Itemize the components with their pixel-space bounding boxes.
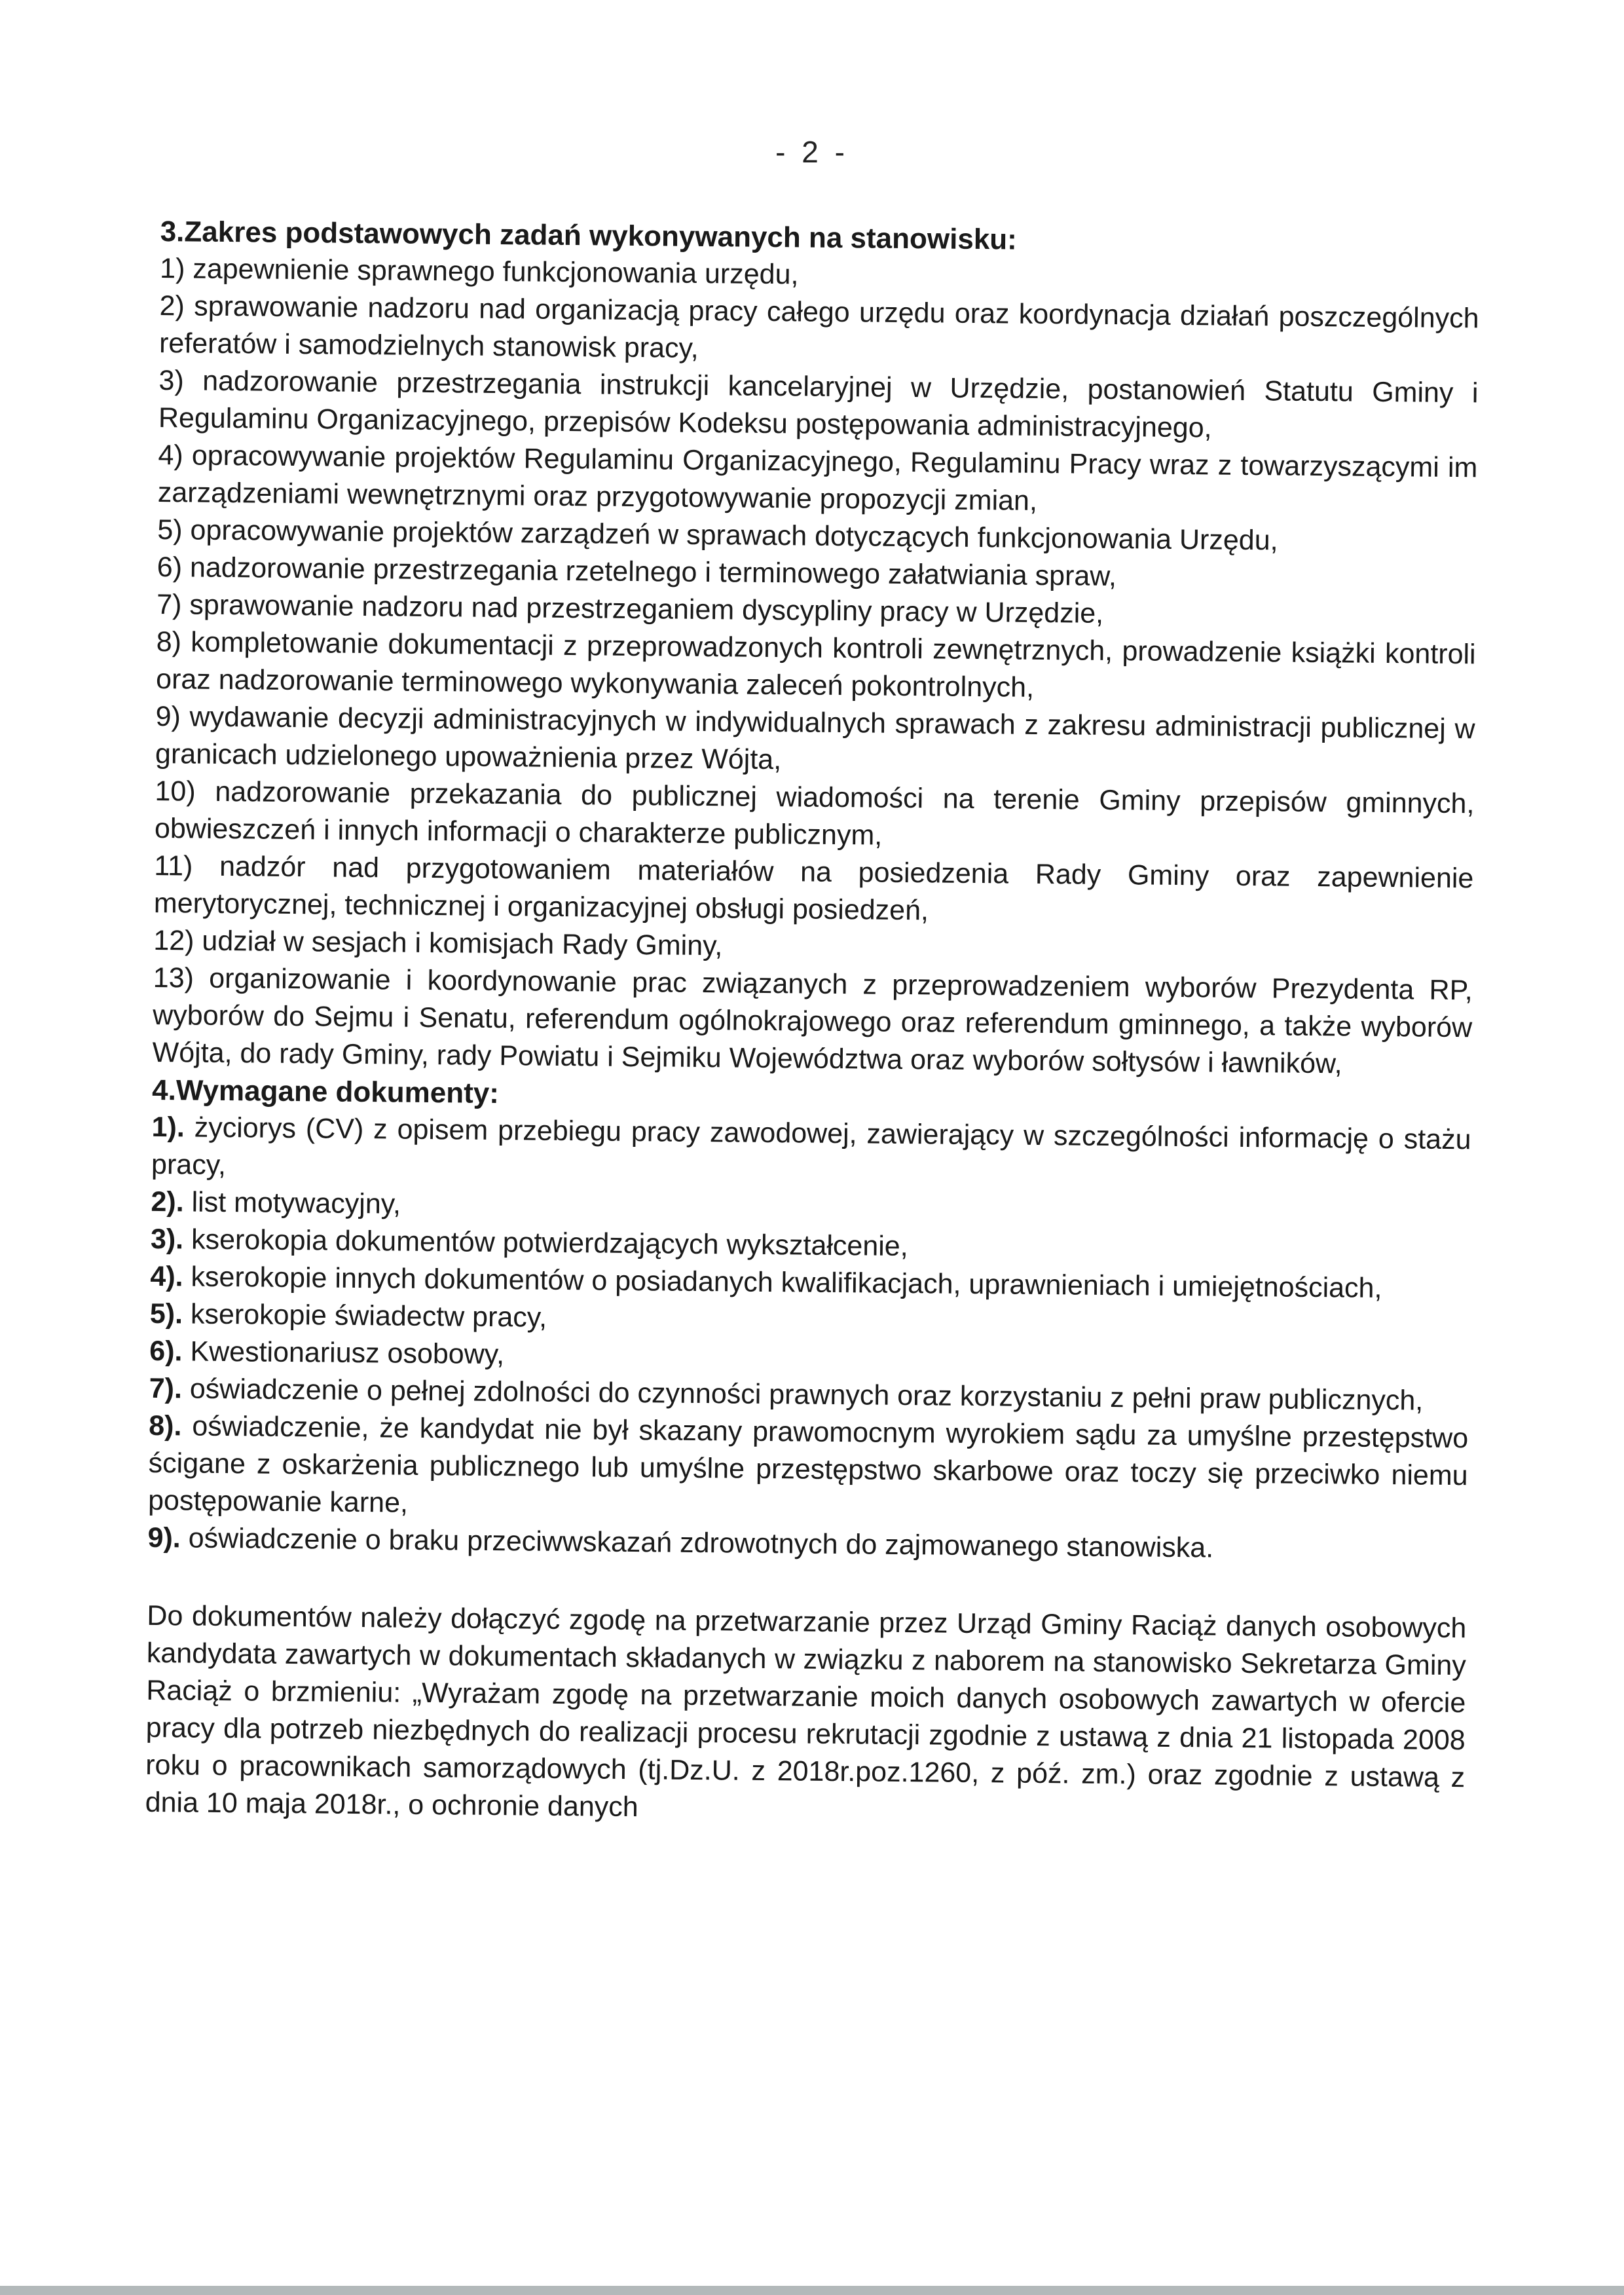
item-text: nadzorowanie przekazania do publicznej wiadomości na terenie Gminy przepisów gminnych, obwieszczeń i innych informacji o charakterze publicznym, (154, 775, 1475, 851)
item-number: 3) (158, 364, 185, 397)
item-text: kserokopie innych dokumentów o posiadanych kwalifikacjach, uprawnieniach i umiejętnościach, (191, 1261, 1382, 1304)
list-item (151, 1109, 1471, 1196)
item-number: 5) (157, 513, 183, 546)
item-number: 1) (159, 252, 185, 285)
item-text: nadzorowanie przestrzegania instrukcji kancelaryjnej w Urzędzie, postanowień Statutu Gminy i Regulaminu Organizacyjnego, przepisów Kodeksu postępowania administracyjnego, (158, 365, 1479, 444)
item-text: kserokopia dokumentów potwierdzających wykształcenie, (191, 1223, 908, 1263)
item-text: wydawanie decyzji administracyjnych w indywidualnych sprawach z zakresu administracji publicznej w granicach udzielonego upoważnienia przez Wójta, (155, 701, 1475, 776)
list-item (155, 773, 1475, 860)
list-item (152, 960, 1473, 1084)
list-item (154, 848, 1474, 935)
item-number: 13) (153, 961, 194, 994)
list-item (158, 437, 1478, 524)
list-item (148, 1408, 1469, 1532)
item-number: 2) (159, 289, 185, 322)
item-text: Kwestionariusz osobowy, (190, 1335, 505, 1371)
item-text: nadzorowanie przestrzegania rzetelnego i terminowego załatwiania spraw, (189, 551, 1117, 593)
item-number: 12) (153, 924, 194, 957)
list-item (156, 624, 1476, 711)
item-text: kompletowanie dokumentacji z przeprowadzonych kontroli zewnętrznych, prowadzenie książki kontroli oraz nadzorowanie terminowego wykonywania zaleceń pokontrolnych, (155, 626, 1476, 703)
section-heading-required-documents: 4.Wymagane dokumenty: (151, 1073, 500, 1110)
item-number: 10) (155, 775, 196, 808)
item-number: 3). (150, 1223, 184, 1256)
section-heading-duties: 3.Zakres podstawowych zadań wykonywanych na stanowisku: (160, 215, 1018, 256)
item-number: 1). (151, 1111, 185, 1144)
document-body (145, 213, 1479, 1834)
item-number: 11) (154, 849, 193, 882)
scan-edge-band (0, 2286, 1624, 2295)
item-text: nadzór nad przygotowaniem materiałów na posiedzenia Rady Gminy oraz zapewnienie merytorycznej, technicznej i organizacyjnej obsługi posiedzeń, (153, 850, 1474, 927)
item-number: 6) (157, 551, 183, 584)
item-text: oświadczenie, że kandydat nie był skazany prawomocnym wyrokiem sądu za umyślne przestępstwo ścigane z oskarżenia publicznego lub umyślne przestępstwo skarbowe oraz toczy się przeciwko niemu postępowanie karne, (147, 1410, 1469, 1519)
item-number: 9) (155, 700, 181, 733)
list-item (159, 288, 1479, 375)
item-number: 4). (150, 1260, 183, 1293)
item-number: 7). (149, 1372, 183, 1405)
item-number: 8). (148, 1409, 182, 1442)
item-number: 2). (151, 1185, 184, 1218)
item-text: opracowywanie projektów Regulaminu Organizacyjnego, Regulaminu Pracy wraz z towarzyszącymi im zarządzeniami wewnętrznymi oraz przygotowywanie propozycji zmian, (157, 439, 1478, 517)
item-text: udział w sesjach i komisjach Rady Gminy, (202, 925, 723, 962)
item-text: sprawowanie nadzoru nad przestrzeganiem dyscypliny pracy w Urzędzie, (189, 589, 1104, 629)
page-number: - 2 - (775, 135, 849, 169)
item-text: oświadczenie o pełnej zdolności do czynności prawnych oraz korzystaniu z pełni praw publicznych, (189, 1373, 1424, 1417)
item-text: opracowywanie projektów zarządzeń w sprawach dotyczących funkcjonowania Urzędu, (190, 514, 1278, 557)
consent-paragraph: Do dokumentów należy dołączyć zgodę na przetwarzanie przez Urząd Gminy Raciąż danych osobowych kandydata zawartych w dokumentach składanych w związku z naborem na stanowisko Sekretarza Gminy Raciąż o brzmieniu: „Wyrażam zgodę na przetwarzanie moich danych osobowych zawartych w ofercie pracy dla potrzeb niezbędnych do realizacji procesu rekrutacji zgodnie z ustawą z dnia 21 listopada 2008 roku o pracownikach samorządowych (tj.Dz.U. z 2018r.poz.1260, z póź. zm.) oraz zgodnie z ustawą z dnia 10 maja 2018r., o ochronie danych (145, 1599, 1467, 1823)
item-number: 4) (158, 439, 183, 472)
item-text: oświadczenie o braku przeciwwskazań zdrowotnych do zajmowanego stanowiska. (188, 1522, 1214, 1564)
item-text: zapewnienie sprawnego funkcjonowania urzędu, (193, 253, 799, 291)
item-number: 8) (156, 625, 182, 658)
item-number: 6). (149, 1335, 183, 1368)
item-text: kserokopie świadectw pracy, (190, 1298, 547, 1334)
item-number: 7) (157, 588, 182, 621)
duties-list (152, 250, 1479, 1084)
item-text: organizowanie i koordynowanie prac związanych z przeprowadzeniem wyborów Prezydenta RP, wyborów do Sejmu i Senatu, referendum ogólnokrajowego oraz referendum gminnego, a także wyborów Wójta, do rady Gminy, rady Powiatu i Sejmiku Województwa oraz wyborów sołtysów i ławników, (152, 962, 1473, 1080)
item-number: 5). (149, 1297, 183, 1330)
item-text: życiorys (CV) z opisem przebiegu pracy zawodowej, zawierający w szczególności informację o stażu pracy, (151, 1111, 1471, 1182)
list-item (155, 698, 1475, 785)
item-text: sprawowanie nadzoru nad organizacją pracy całego urzędu oraz koordynacja działań poszczególnych referatów i samodzielnych stanowisk pracy, (158, 290, 1479, 364)
list-item (158, 362, 1479, 449)
item-text: list motywacyjny, (191, 1186, 401, 1220)
item-number: 9). (147, 1521, 181, 1554)
required-documents-list (147, 1109, 1471, 1569)
